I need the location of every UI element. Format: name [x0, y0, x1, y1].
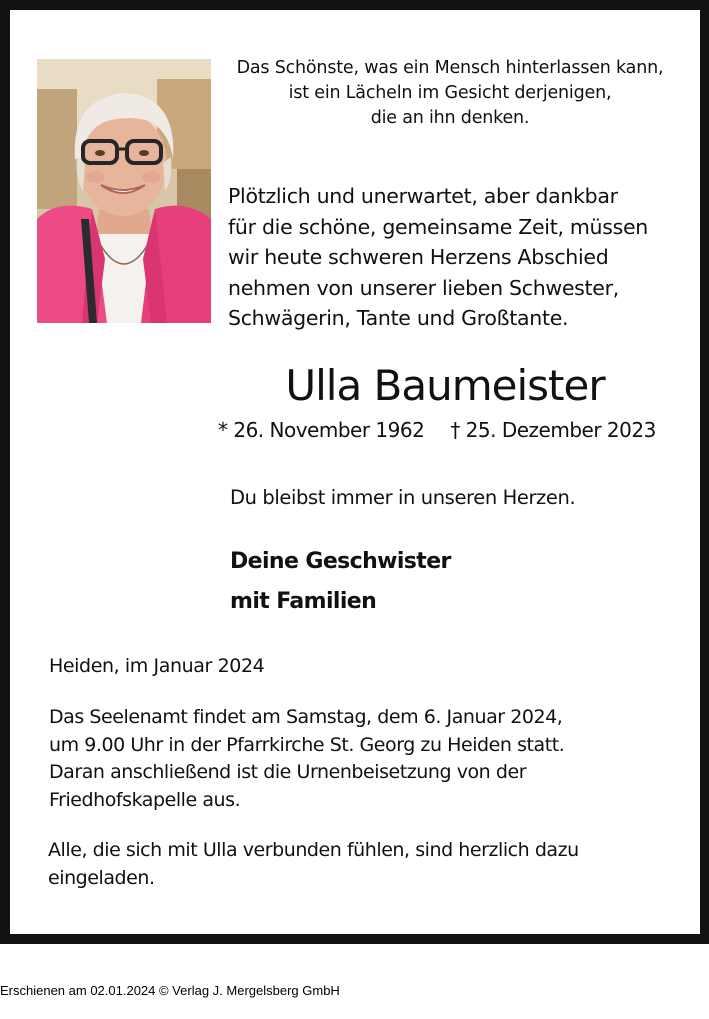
- announcement-line: Schwägerin, Tante und Großtante.: [228, 306, 569, 330]
- portrait-photo: [37, 59, 211, 323]
- announcement-text: [228, 181, 688, 334]
- quote-line: die an ihn denken.: [370, 108, 530, 128]
- service-line: Daran anschließend ist die Urnenbeisetzung von der: [49, 761, 527, 783]
- invitation-line: Alle, die sich mit Ulla verbunden fühlen, sind herzlich dazu: [48, 839, 579, 861]
- signer-line: mit Familien: [230, 589, 377, 614]
- service-line: Friedhofskapelle aus.: [49, 788, 241, 811]
- invitation: [48, 837, 688, 892]
- publication-footer: Erschienen am 02.01.2024 © Verlag J. Mergelsberg GmbH: [0, 983, 340, 998]
- signers: [230, 542, 670, 622]
- service-line: um 9.00 Uhr in der Pfarrkirche St. Georg zu Heiden statt.: [49, 733, 565, 756]
- deceased-name: Ulla Baumeister: [285, 361, 605, 410]
- announcement-line: für die schöne, gemeinsame Zeit, müssen: [228, 214, 649, 239]
- quote-line: Das Schönste, was ein Mensch hinterlassen kann,: [236, 58, 664, 78]
- place-and-date: Heiden, im Januar 2024: [49, 655, 265, 677]
- portrait-photo-icon: [37, 59, 211, 323]
- closing-line: Du bleibst immer in unseren Herzen.: [230, 486, 576, 509]
- quote-line: ist ein Lächeln im Gesicht derjenigen,: [288, 83, 612, 103]
- obituary-notice: [10, 10, 700, 934]
- birth-date: * 26. November 1962: [218, 418, 425, 442]
- service-line: Das Seelenamt findet am Samstag, dem 6. Januar 2024,: [49, 706, 563, 728]
- signer-line: Deine Geschwister: [230, 549, 451, 574]
- announcement-line: wir heute schweren Herzens Abschied: [228, 245, 609, 269]
- invitation-line: eingeladen.: [48, 866, 155, 889]
- service-info: [49, 704, 689, 814]
- announcement-line: Plötzlich und unerwartet, aber dankbar: [228, 184, 618, 208]
- memorial-quote: [220, 56, 680, 131]
- death-date: † 25. Dezember 2023: [450, 418, 656, 442]
- announcement-line: nehmen von unserer lieben Schwester,: [228, 275, 619, 300]
- life-dates: [218, 417, 678, 443]
